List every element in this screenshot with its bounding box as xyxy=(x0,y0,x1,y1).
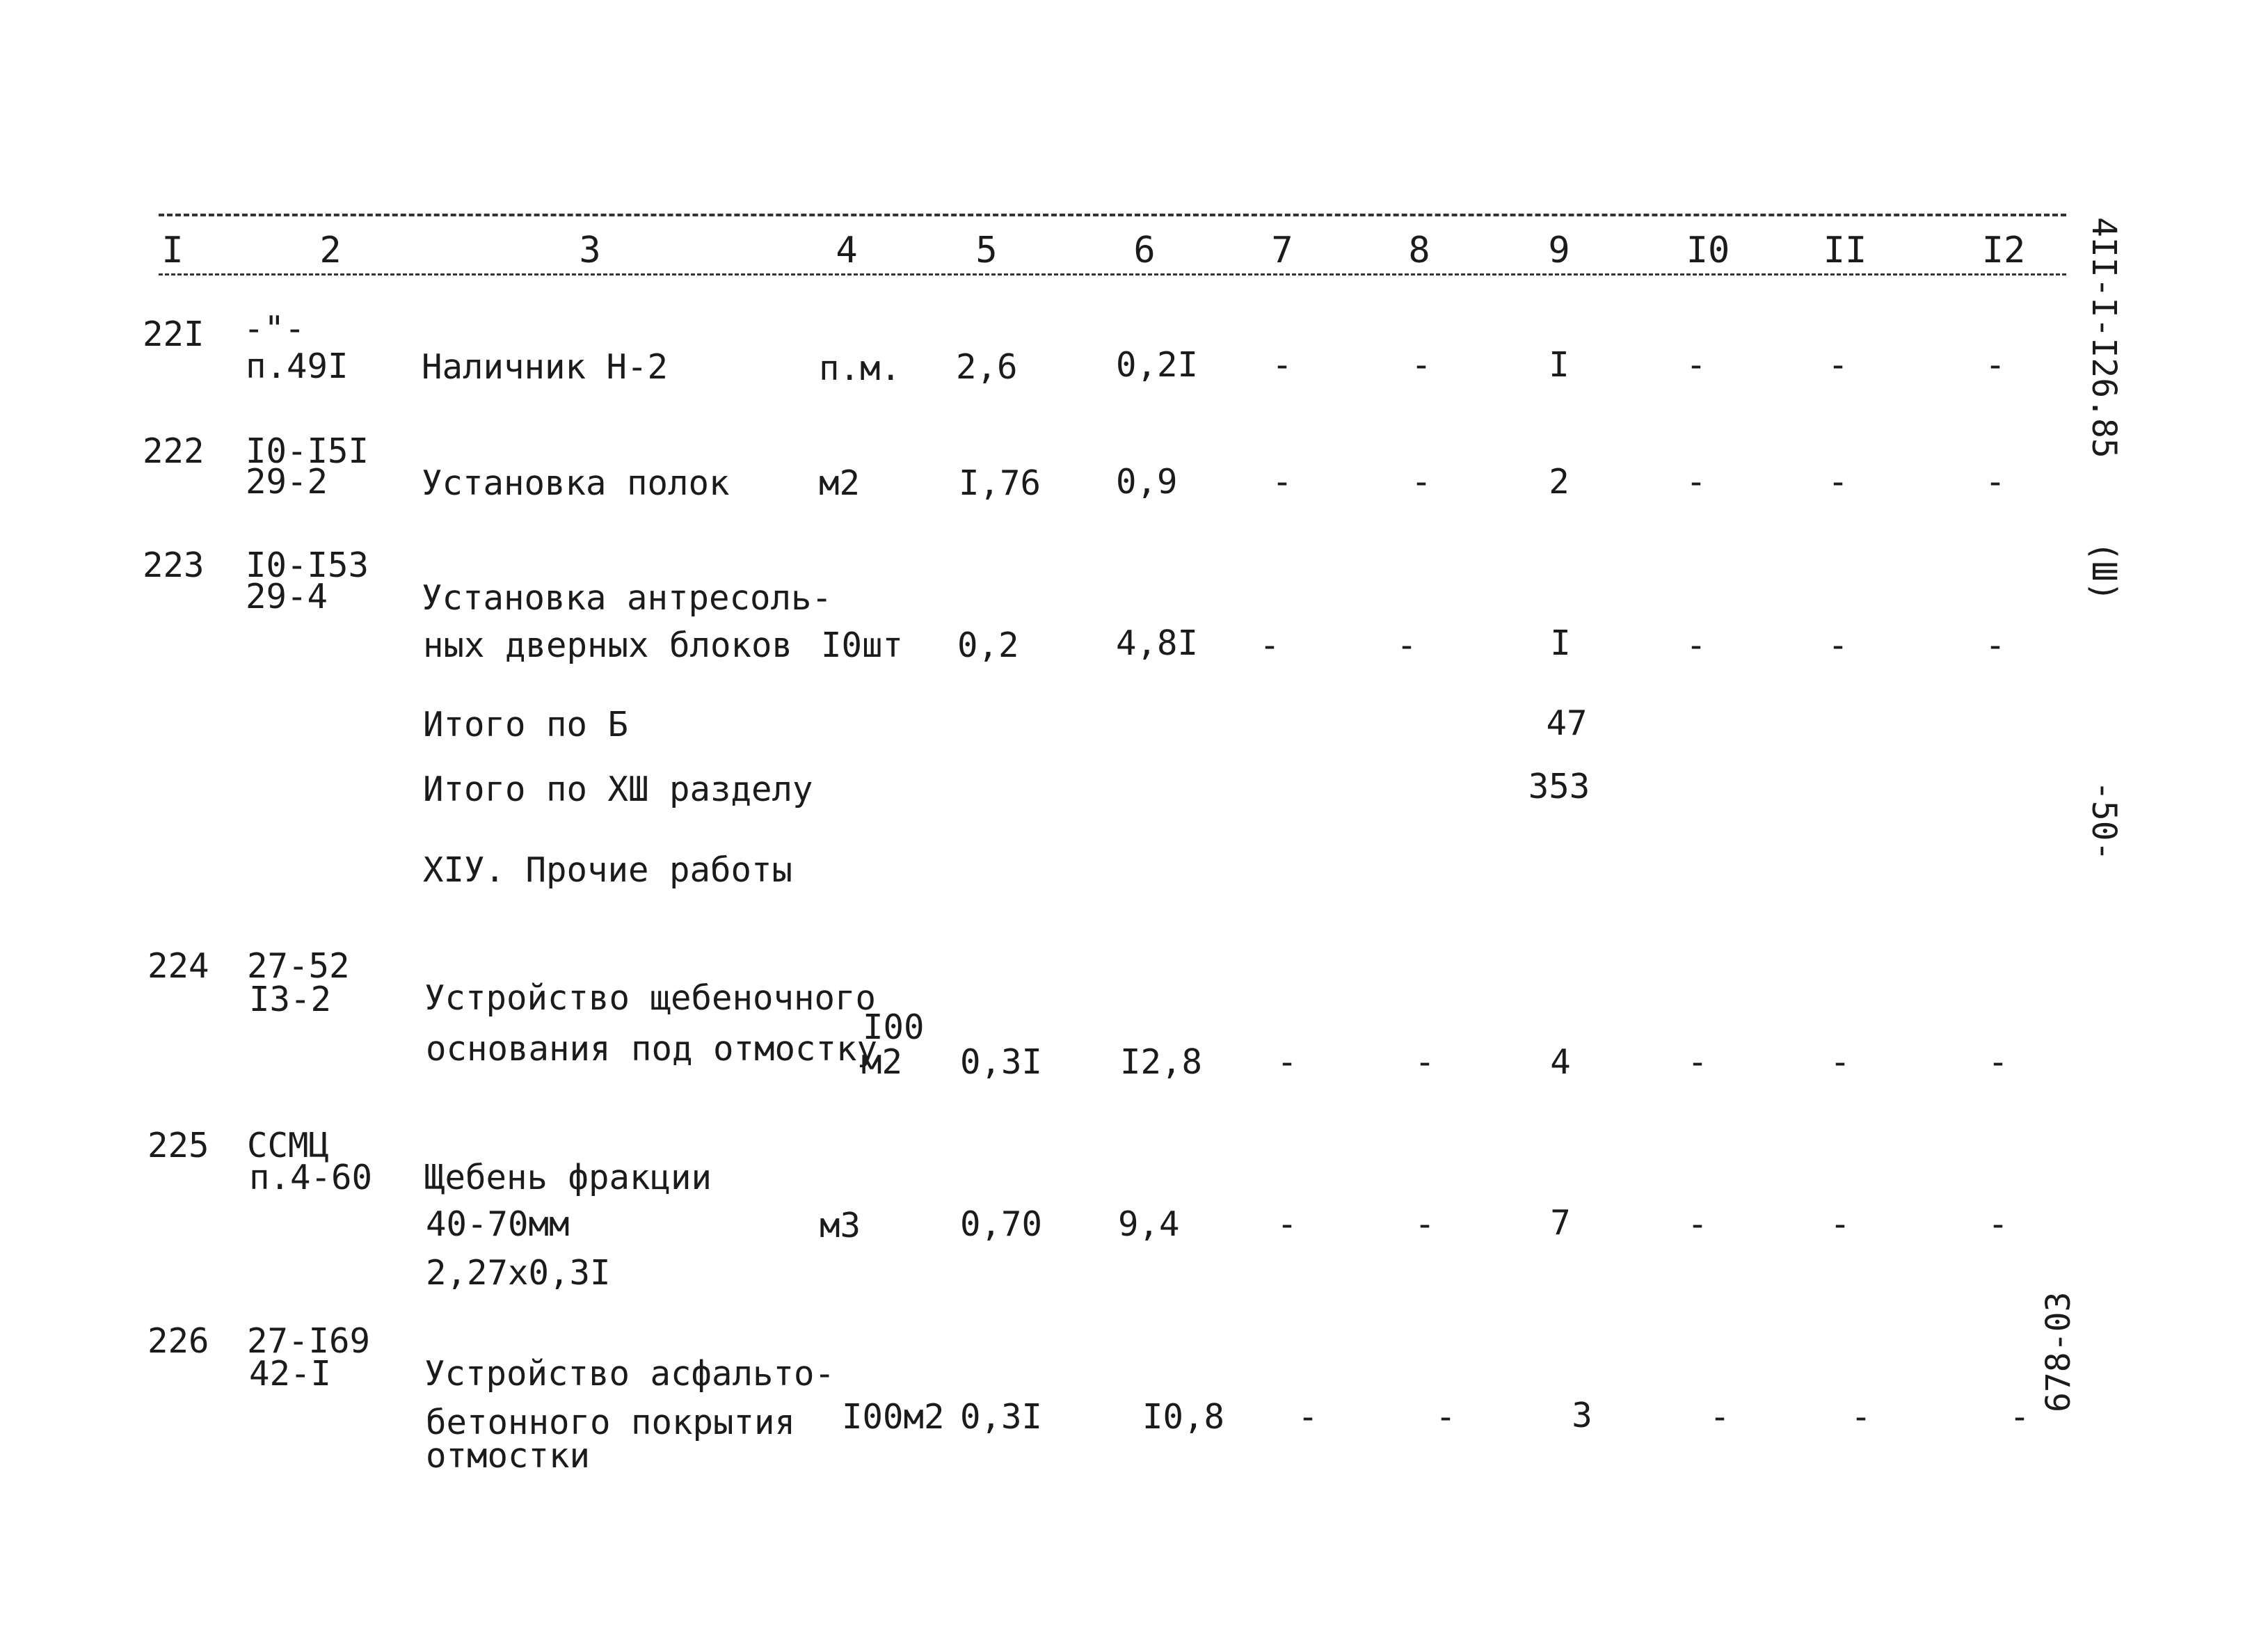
album-note: (Ш) xyxy=(2084,541,2123,602)
column-header-4: 4 xyxy=(836,230,858,271)
row-col12: - xyxy=(1985,462,2006,502)
row-description: Устройство щебеночного xyxy=(424,978,877,1018)
row-description: Установка полок xyxy=(422,463,730,503)
row-code-bottom: 42-I xyxy=(249,1354,332,1394)
row-col10: - xyxy=(1686,345,1707,385)
row-col10: - xyxy=(1687,1042,1708,1082)
table-header-rule xyxy=(159,273,2066,276)
row-code-top: 27-I69 xyxy=(247,1321,371,1361)
section-title: ХIУ. Прочие работы xyxy=(423,850,793,890)
row-col6: 0,2I xyxy=(1116,345,1199,385)
row-col8: - xyxy=(1411,345,1432,385)
row-col7: - xyxy=(1277,1042,1297,1082)
row-col8: - xyxy=(1414,1204,1435,1244)
row-number: 223 xyxy=(143,545,205,585)
row-code-top: I0-I5I xyxy=(246,431,369,471)
row-col6: 0,9 xyxy=(1116,462,1178,502)
row-col5: 0,3I xyxy=(960,1042,1043,1082)
column-header-2: 2 xyxy=(319,230,342,271)
row-unit: м2 xyxy=(861,1042,903,1082)
row-col10: - xyxy=(1686,625,1707,665)
row-unit: I00м2 xyxy=(842,1397,945,1437)
sheet-number-note: 678-03 xyxy=(2039,1291,2078,1412)
row-description-line2: основания под отмостку xyxy=(426,1029,878,1069)
row-col11: - xyxy=(1828,462,1848,502)
row-col9: 7 xyxy=(1550,1203,1571,1243)
row-col11: - xyxy=(1828,625,1848,665)
row-col6: I2,8 xyxy=(1120,1042,1203,1082)
column-header-5: 5 xyxy=(975,230,998,271)
column-header-9: 9 xyxy=(1548,230,1570,271)
row-col12: - xyxy=(1988,1042,2009,1082)
row-col10: - xyxy=(1687,1204,1708,1244)
row-unit: I0шт xyxy=(821,625,904,665)
row-col5: I,76 xyxy=(959,463,1041,503)
row-col11: - xyxy=(1830,1042,1851,1082)
row-col7: - xyxy=(1277,1204,1297,1244)
document-code-note: 4II-I-I26.85 xyxy=(2084,217,2123,458)
row-col9: 2 xyxy=(1549,462,1570,502)
row-col6: 4,8I xyxy=(1116,623,1199,663)
page-number-note: -50- xyxy=(2084,781,2123,861)
row-col8: - xyxy=(1396,625,1417,665)
row-col10: - xyxy=(1709,1397,1730,1437)
row-description: Устройство асфальто- xyxy=(424,1354,836,1394)
row-description-line2: 40-70мм xyxy=(426,1204,570,1244)
row-number: 22I xyxy=(143,314,205,354)
row-unit: м3 xyxy=(820,1206,861,1245)
row-col9: I xyxy=(1549,345,1570,385)
row-col9: I xyxy=(1550,623,1571,663)
row-col7: - xyxy=(1297,1397,1318,1437)
column-header-6: 6 xyxy=(1133,230,1156,271)
row-col10: - xyxy=(1686,462,1707,502)
row-code-top: -"- xyxy=(243,309,305,349)
row-unit: п.м. xyxy=(819,349,902,388)
row-col5: 0,3I xyxy=(960,1397,1043,1437)
row-code-bottom: п.49I xyxy=(246,346,349,386)
row-col12: - xyxy=(1985,625,2006,665)
row-col7: - xyxy=(1259,625,1280,665)
row-code-top: I0-I53 xyxy=(246,545,369,585)
row-col12: - xyxy=(2009,1397,2030,1437)
row-description-line3: 2,27х0,3I xyxy=(426,1253,611,1293)
column-header-11: II xyxy=(1823,230,1867,271)
row-number: 226 xyxy=(147,1321,209,1361)
row-col12: - xyxy=(1985,345,2006,385)
row-col12: - xyxy=(1988,1204,2009,1244)
row-number: 222 xyxy=(143,431,205,471)
row-col8: - xyxy=(1411,462,1432,502)
column-header-7: 7 xyxy=(1271,230,1293,271)
column-header-10: I0 xyxy=(1686,230,1730,271)
total-value: 47 xyxy=(1546,703,1588,743)
total-label: Итого по ХШ разделу xyxy=(423,769,813,809)
row-code-bottom: 29-2 xyxy=(246,462,328,502)
row-col5: 2,6 xyxy=(956,347,1018,387)
column-header-12: I2 xyxy=(1981,230,2026,271)
column-header-3: 3 xyxy=(579,230,601,271)
row-code-bottom: I3-2 xyxy=(249,980,332,1019)
row-col5: 0,2 xyxy=(957,625,1019,665)
column-header-8: 8 xyxy=(1408,230,1430,271)
table-top-rule xyxy=(159,214,2066,216)
row-description-line2: бетонного покрытия xyxy=(426,1403,796,1442)
total-label: Итого по Б xyxy=(423,705,629,744)
row-col11: - xyxy=(1828,345,1848,385)
row-col9: 4 xyxy=(1550,1042,1571,1082)
row-col6: I0,8 xyxy=(1142,1397,1225,1437)
row-code-bottom: 29-4 xyxy=(246,577,328,616)
row-description-line2: ных дверных блоков xyxy=(423,625,793,665)
row-code-top: 27-52 xyxy=(247,946,350,986)
row-col8: - xyxy=(1435,1397,1456,1437)
total-value: 353 xyxy=(1528,767,1590,806)
row-col6: 9,4 xyxy=(1118,1204,1180,1244)
row-number: 225 xyxy=(147,1126,209,1165)
row-description: Щебень фракции xyxy=(424,1158,712,1197)
row-col8: - xyxy=(1414,1042,1435,1082)
row-description-line3: отмостки xyxy=(426,1436,591,1476)
row-description: Установка антресоль- xyxy=(422,578,833,618)
row-number: 224 xyxy=(147,946,209,986)
row-col9: 3 xyxy=(1572,1396,1592,1435)
row-col5: 0,70 xyxy=(960,1204,1043,1244)
row-col11: - xyxy=(1851,1397,1871,1437)
row-code-top: ССМЦ xyxy=(247,1126,330,1165)
row-col7: - xyxy=(1272,345,1293,385)
row-unit: м2 xyxy=(819,463,861,503)
row-unit-top: I00 xyxy=(863,1007,925,1047)
row-col7: - xyxy=(1272,462,1293,502)
row-col11: - xyxy=(1830,1204,1851,1244)
row-description: Наличник Н-2 xyxy=(422,347,669,387)
row-code-bottom: п.4-60 xyxy=(249,1158,373,1197)
column-header-1: I xyxy=(161,230,184,271)
